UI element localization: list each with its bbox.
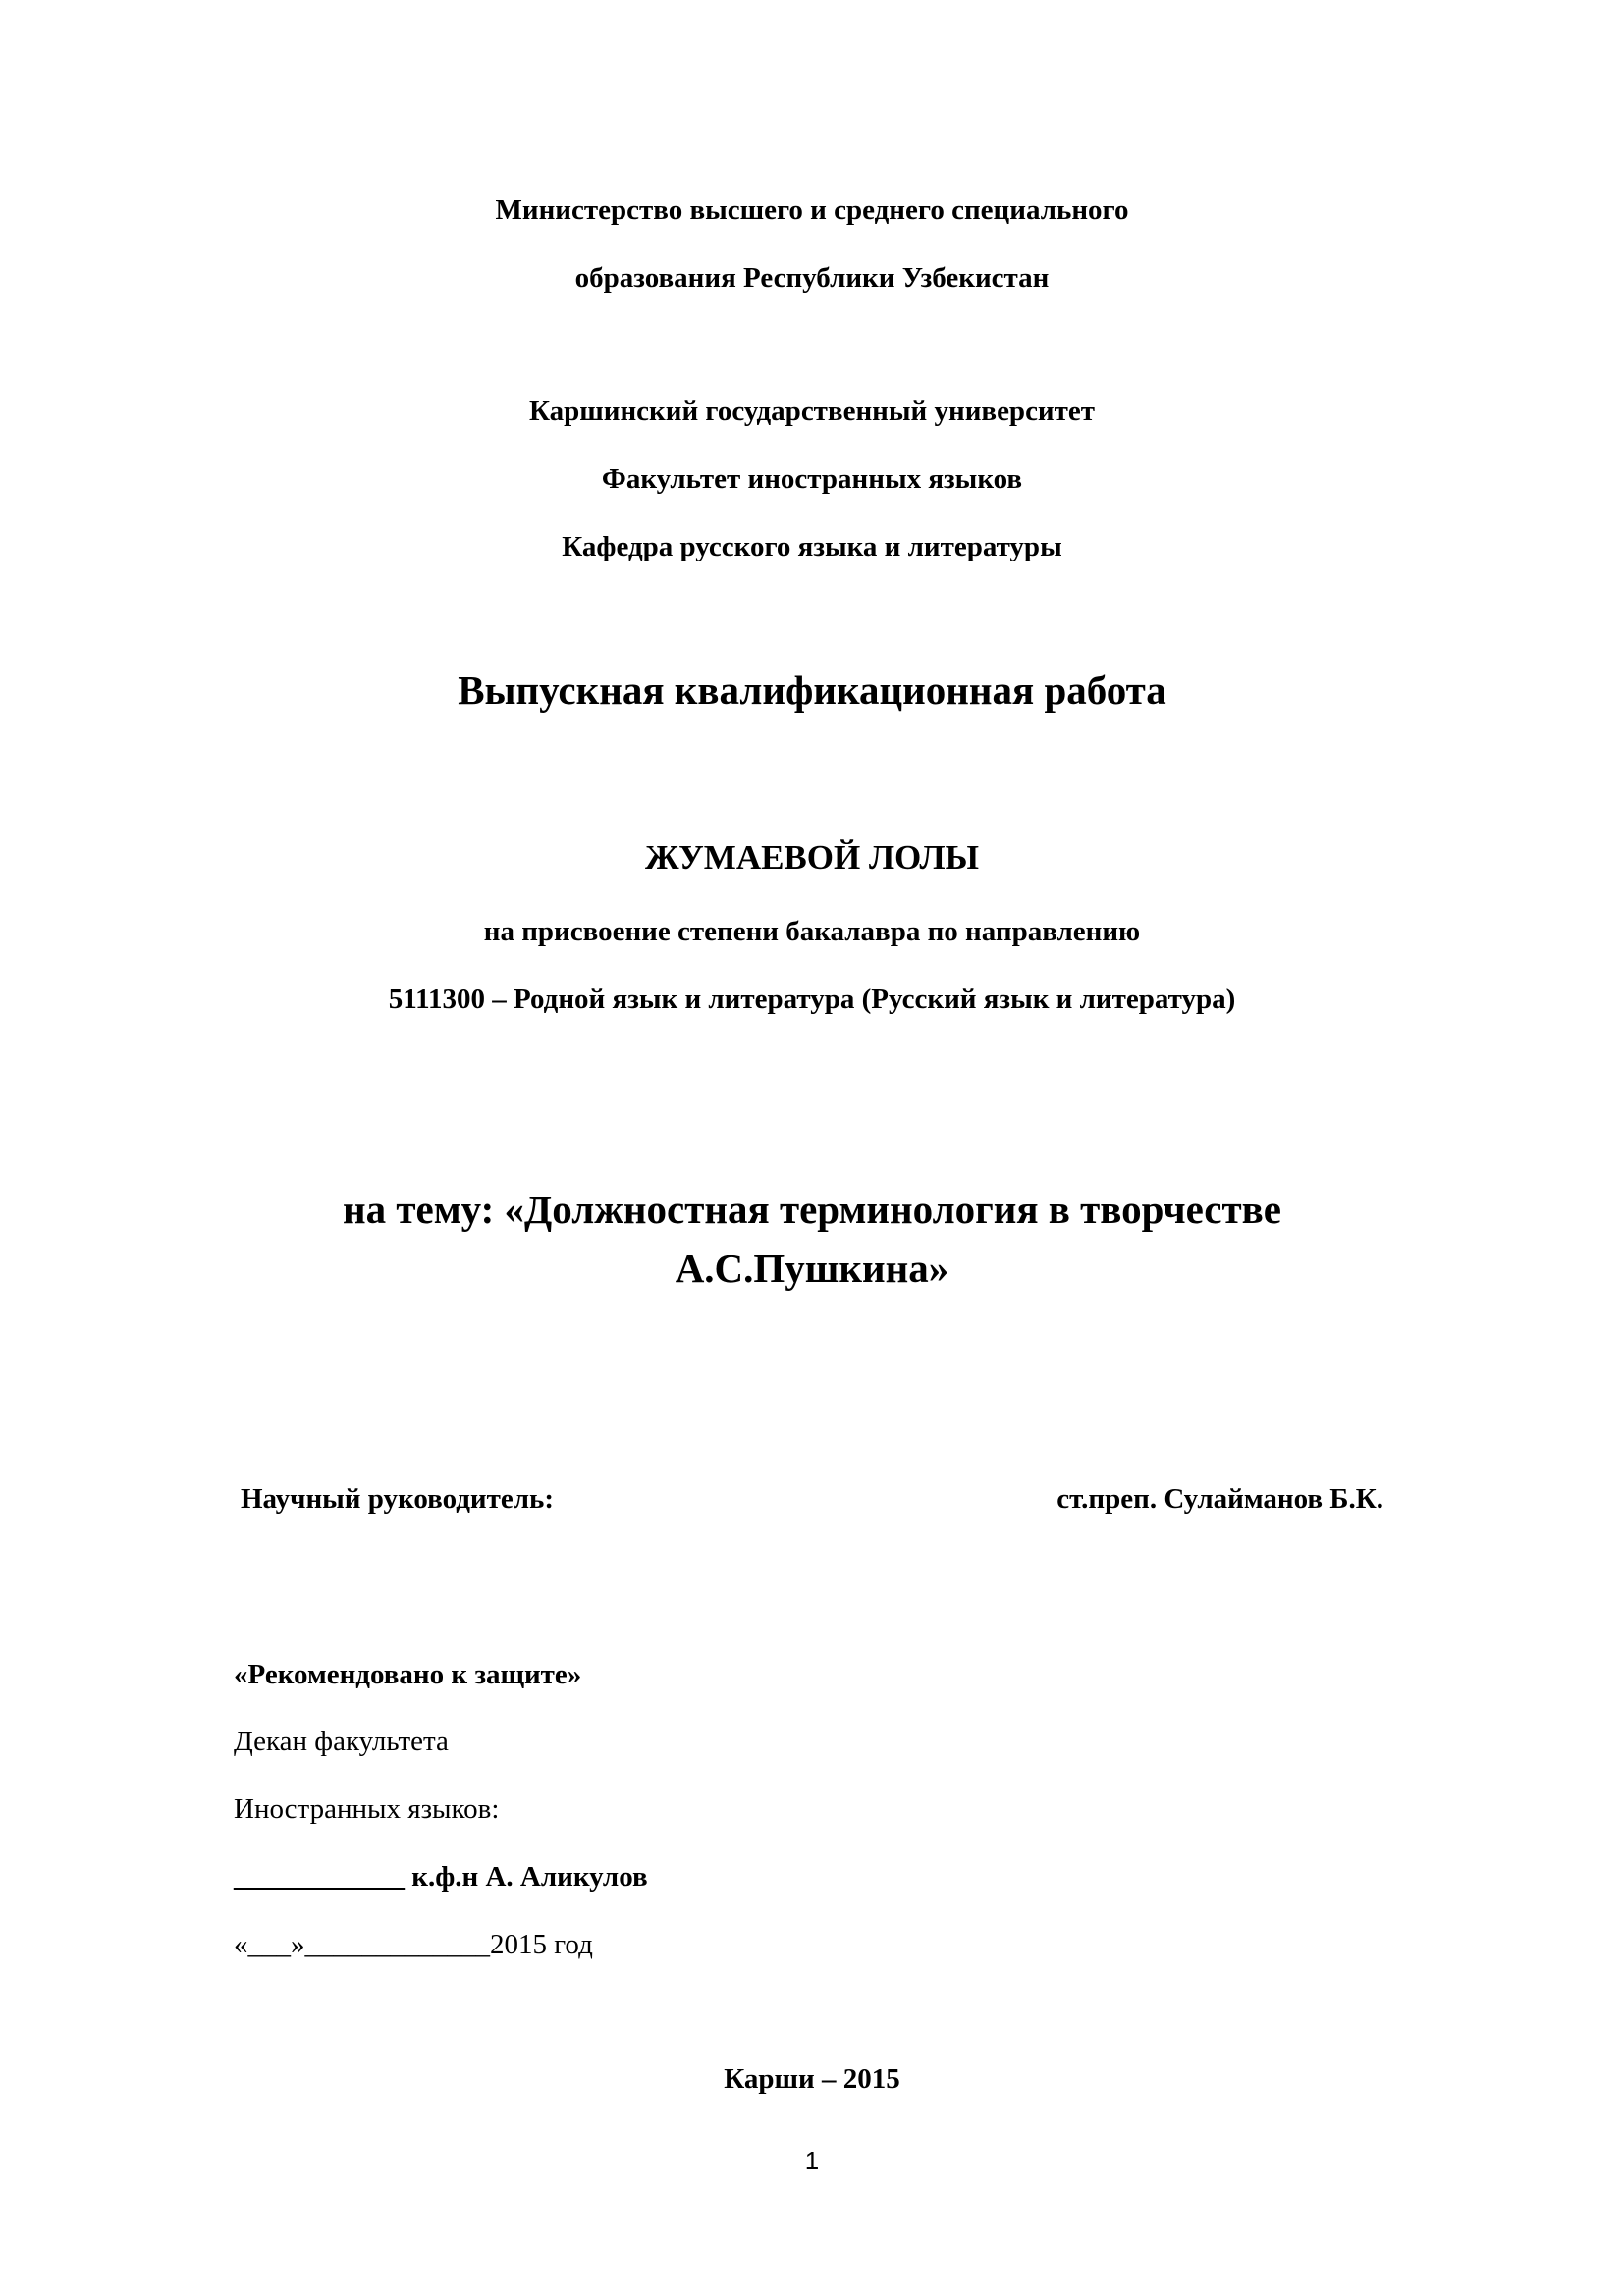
ministry-line-1: Министерство высшего и среднего специального — [495, 194, 1129, 226]
faculty-name: Факультет иностранных языков — [601, 463, 1023, 495]
ministry-line-2: образования Республики Узбекистан — [574, 262, 1050, 294]
specialty-line: 5111300 – Родной язык и литература (Русский язык и литература) — [388, 984, 1236, 1015]
university-name: Каршинский государственный университет — [528, 396, 1096, 427]
page-number: 1 — [804, 2146, 820, 2175]
supervisor-name: ст.преп. Сулайманов Б.К. — [1056, 1483, 1383, 1515]
city-year: Карши – 2015 — [724, 2063, 900, 2095]
work-type-title: Выпускная квалификационная работа — [458, 667, 1166, 713]
department-name: Кафедра русского языка и литературы — [562, 531, 1062, 562]
author-name: ЖУМАЕВОЙ ЛОЛЫ — [644, 838, 979, 877]
signature-line: ____________ к.ф.н А. Аликулов — [234, 1861, 648, 1893]
supervisor-label: Научный руководитель: — [241, 1483, 554, 1515]
topic-line-2: А.С.Пушкина» — [675, 1246, 949, 1291]
date-line: «___»_____________2015 год — [234, 1929, 593, 1960]
degree-line: на присвоение степени бакалавра по направлению — [483, 916, 1141, 947]
dean-line-2: Иностранных языков: — [234, 1793, 500, 1825]
topic-line-1: на тему: «Должностная терминология в творчестве — [343, 1187, 1281, 1232]
recommended-label: «Рекомендовано к защите» — [234, 1659, 582, 1690]
dean-line-1: Декан факультета — [234, 1726, 449, 1757]
